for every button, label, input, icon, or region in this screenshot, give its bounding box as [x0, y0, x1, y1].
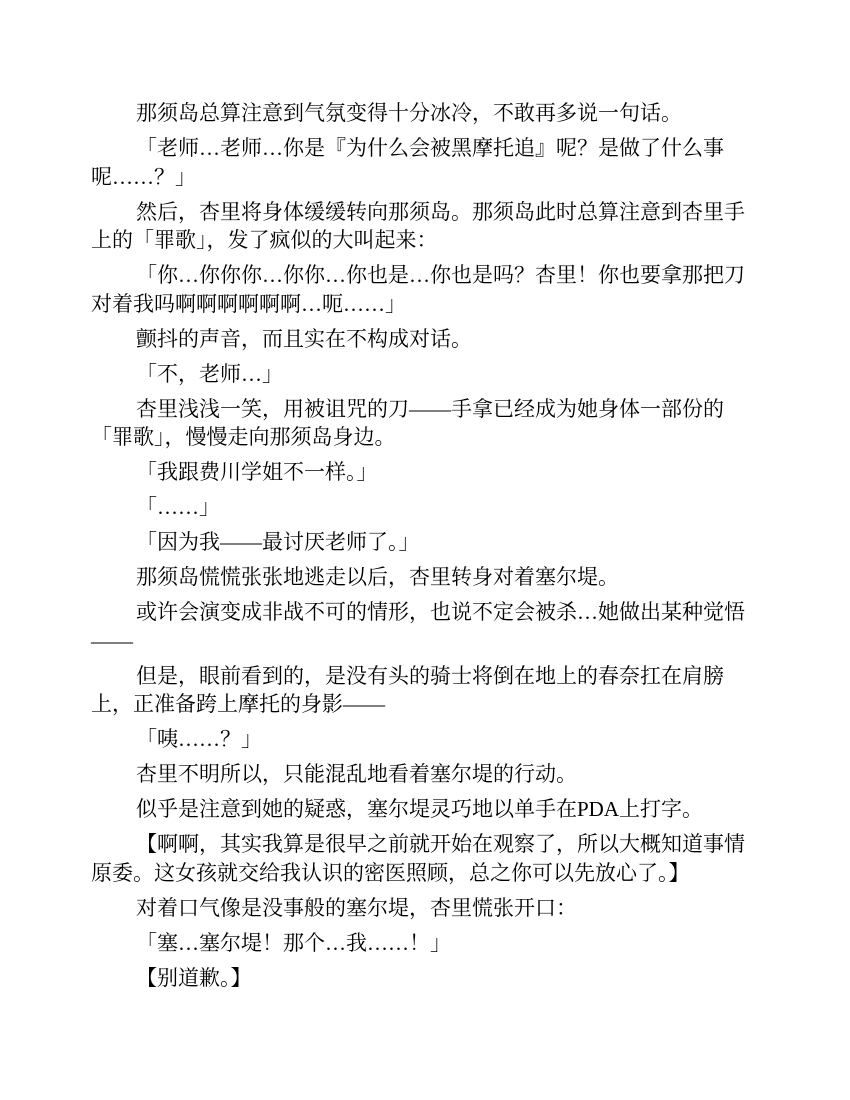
text-line: 似乎是注意到她的疑惑，塞尔堤灵巧地以单手在PDA上打字。 [136, 797, 704, 821]
paragraph [91, 198, 759, 255]
text-line: 「不，老师…」 [136, 361, 283, 386]
paragraph [91, 493, 759, 522]
text-line: 上，正准备跨上摩托的身影—— [91, 692, 385, 716]
paragraph [91, 325, 759, 354]
paragraph [91, 929, 759, 958]
text-line: —— [91, 628, 133, 653]
paragraph [91, 964, 759, 993]
text-line: 「老师…老师…你是『为什么会被黑摩托追』呢？是做了什么事 [136, 136, 724, 160]
paragraph [91, 760, 759, 789]
paragraph [91, 563, 759, 592]
text-line: 但是，眼前看到的，是没有头的骑士将倒在地上的春奈扛在肩膀 [136, 663, 724, 688]
paragraph [91, 261, 759, 318]
text-line: 「你…你你你…你你…你也是…你也是吗？杏里！你也要拿那把刀 [136, 263, 745, 287]
paragraph [91, 528, 759, 557]
paragraph [91, 598, 759, 655]
text-line: 那须岛慌慌张张地逃走以后，杏里转身对着塞尔堤。 [136, 565, 619, 589]
text-line: 杏里不明所以，只能混乱地看着塞尔堤的行动。 [136, 762, 577, 786]
text-line: 「因为我——最讨厌老师了。」 [136, 530, 420, 554]
paragraph [91, 894, 759, 923]
text-line: 然后，杏里将身体缓缓转向那须岛。那须岛此时总算注意到杏里手 [136, 199, 745, 224]
text-line: 【别道歉。】 [136, 965, 252, 990]
paragraph [91, 662, 759, 719]
text-block [91, 99, 759, 999]
text-line: 或许会演变成非战不可的情形，也说不定会被杀…她做出某种觉悟 [136, 600, 745, 624]
text-line: 「我跟费川学姐不一样。」 [136, 460, 378, 484]
text-line: 那须岛总算注意到气氛变得十分冰冷，不敢再多说一句话。 [136, 101, 682, 125]
text-line: 「罪歌」，慢慢走向那须岛身边。 [91, 425, 396, 449]
paragraph [91, 99, 759, 128]
paragraph [91, 360, 759, 389]
paragraph [91, 134, 759, 191]
text-line: 原委。这女孩就交给我认识的密医照顾，总之你可以先放心了。】 [91, 860, 690, 885]
text-line: 颤抖的声音，而且实在不构成对话。 [136, 326, 472, 351]
paragraph [91, 395, 759, 452]
text-line: 「咦……？」 [136, 727, 262, 751]
paragraph [91, 458, 759, 487]
text-line: 「塞…塞尔堤！那个…我……！」 [136, 930, 451, 955]
paragraph [91, 830, 759, 887]
paragraph [91, 795, 759, 824]
text-line: 呢……？」 [91, 164, 196, 189]
text-line: 上的「罪歌」，发了疯似的大叫起来： [91, 228, 438, 252]
text-line: 杏里浅浅一笑，用被诅咒的刀——手拿已经成为她身体一部份的 [136, 396, 724, 421]
paragraph [91, 725, 759, 754]
text-line: 对着口气像是没事般的塞尔堤，杏里慌张开口： [136, 895, 577, 920]
text-line: 【啊啊，其实我算是很早之前就开始在观察了，所以大概知道事情 [136, 832, 745, 856]
text-line: 对着我吗啊啊啊啊啊啊…呃……」 [91, 291, 406, 316]
text-line: 「……」 [136, 495, 220, 519]
